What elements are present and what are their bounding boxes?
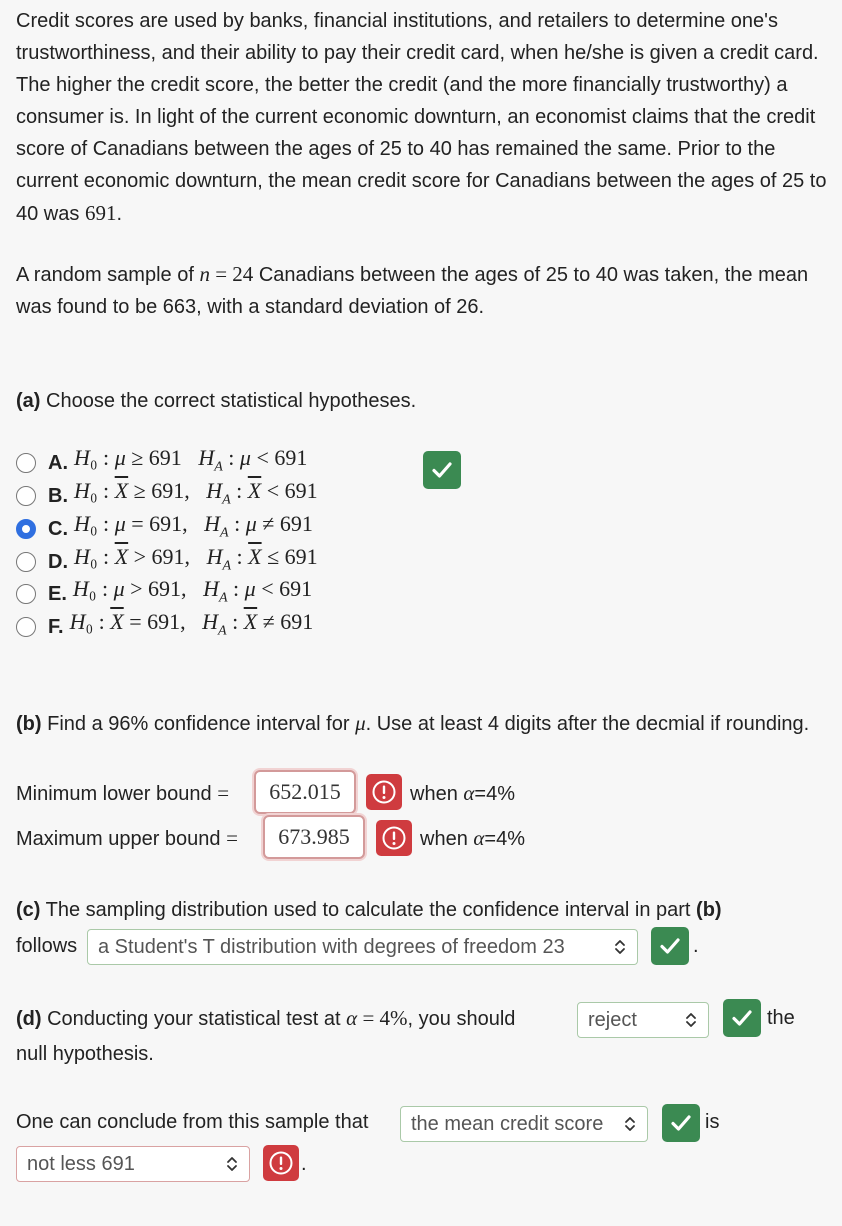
radio-option-d[interactable] [16, 552, 36, 572]
part-b-question [16, 707, 832, 740]
option-e-math: H₀ : μ > 691, $H_A$ : μ < 691 [72, 576, 313, 606]
part-d-alpha-value: = 4% [357, 1006, 408, 1030]
lower-bound-input-box[interactable] [254, 770, 356, 814]
part-a-text: Choose the correct statistical hypotheses. [46, 390, 417, 412]
option-b[interactable] [16, 480, 318, 512]
part-a-key: (a) [16, 390, 41, 412]
conclusion-subject-value: the mean credit score [411, 1113, 604, 1135]
option-a-key: A. [48, 452, 68, 474]
lower-when: when [410, 783, 458, 805]
option-c-math: H₀ : μ = 691, $H_A$ : μ ≠ 691 [74, 511, 313, 541]
the-label: the [767, 1007, 795, 1029]
option-e-key: E. [48, 583, 67, 605]
select-chevron-icon [623, 1114, 637, 1134]
part-c-ref-key: (b) [696, 899, 722, 921]
part-d-text-a: Conducting your statistical test at [47, 1008, 341, 1030]
upper-alpha-value: =4% [484, 828, 525, 850]
n-symbol: n [199, 262, 210, 286]
option-f-key: F. [48, 616, 64, 638]
lower-bound-text: Minimum lower bound [16, 783, 212, 805]
option-b-math: H₀ : $\overline{X} \ge 691$, $H_A$ : $\overline{X} < 691$ [74, 478, 318, 508]
radio-option-a[interactable] [16, 453, 36, 473]
part-d-key: (d) [16, 1008, 42, 1030]
intro-paragraph: Credit scores are used by banks, financial institutions, and retailers to determine one's trustworthiness, and their ability to pay their credit card, when he/she is given a credit card. The higher the credit score, the better the credit (and the more financially trustworthy) a consumer is. In light of the current economic downturn, an economist claims that the credit score of Canadians between the ages of 25 to 40 has remained the same. Prior to the current economic downturn, the mean credit score for Canadians between the ages of 25 to 40 was 691. [16, 10, 827, 225]
upper-bound-label [16, 822, 238, 855]
option-f[interactable] [16, 611, 313, 643]
part-b-key: (b) [16, 713, 42, 735]
conclude-label: One can conclude from this sample that [16, 1111, 369, 1133]
mu-symbol: μ [355, 711, 366, 735]
decision-select-value: reject [588, 1009, 637, 1031]
intro-text: Credit scores are used by banks, financial institutions, and retailers to determine one's trustworthiness, and their ability to pay their credit card, when he/she is given a credit card. The higher the credit score, the better the credit (and the more financially trustworthy) a consumer is. In light of the current economic downturn, an economist claims that the credit score of Canadians between the ages of 25 to 40 has remained the same. Prior to the current economic downturn, the mean credit score for Canadians between the ages of 25 to 40 was [16, 10, 827, 225]
upper-equals: = [226, 826, 238, 850]
null-hypothesis-label: null hypothesis. [16, 1043, 154, 1065]
upper-bound-alert-icon [376, 820, 412, 856]
prior-mean-value: 691 [84, 201, 117, 225]
option-a-math: H₀ : μ ≥ 691 $H_A$ : μ < 691 [74, 445, 308, 475]
lower-alpha-note [410, 777, 515, 810]
part-d-question [16, 1002, 515, 1035]
part-d-alpha-symbol: α [346, 1006, 358, 1030]
option-c-key: C. [48, 518, 68, 540]
part-c-text: The sampling distribution used to calculate the confidence interval in part [45, 899, 691, 921]
sample-text-b: Canadians between the ages of 25 to 40 was taken, the mean was found to be 663, with a standard deviation of 26. [16, 264, 809, 318]
upper-when: when [420, 828, 468, 850]
lower-alpha-value: =4% [474, 783, 515, 805]
option-d-math: H₀ : $\overline{X} > 691$, $H_A$ : $\overline{X} \le 691$ [74, 544, 318, 574]
follows-label: follows [16, 935, 78, 957]
option-d-key: D. [48, 551, 68, 573]
radio-option-b[interactable] [16, 486, 36, 506]
option-a[interactable] [16, 447, 307, 479]
radio-option-e[interactable] [16, 584, 36, 604]
option-b-key: B. [48, 485, 68, 507]
option-e[interactable] [16, 578, 312, 610]
n-value: = 24 [209, 262, 254, 286]
upper-bound-input-box[interactable] [263, 815, 365, 859]
upper-bound-text: Maximum upper bound [16, 828, 221, 850]
part-b-text-a: Find a 96% confidence interval for [47, 713, 350, 735]
conclusion-comparison-value: not less 691 [27, 1153, 135, 1175]
is-label: is [705, 1111, 720, 1133]
distribution-select-value: a Student's T distribution with degrees of freedom 23 [98, 936, 565, 958]
option-f-math: H₀ : $\overline{X} = 691$, $H_A$ : $\overline{X} \ne 691$ [69, 609, 314, 639]
part-c-key: (c) [16, 899, 41, 921]
conclusion-check-icon [662, 1104, 700, 1142]
radio-option-f[interactable] [16, 617, 36, 637]
select-chevron-icon [613, 937, 627, 957]
lower-alpha-symbol: α [463, 781, 475, 805]
upper-bound-input[interactable] [265, 817, 363, 857]
sample-paragraph [16, 258, 832, 323]
distribution-select[interactable] [87, 929, 638, 965]
select-chevron-icon [684, 1010, 698, 1030]
radio-option-c[interactable] [16, 519, 36, 539]
conclusion-alert-icon [263, 1145, 299, 1181]
lower-bound-alert-icon [366, 774, 402, 810]
upper-alpha-note [420, 822, 525, 855]
part-a-question [16, 385, 832, 417]
lower-equals: = [217, 781, 230, 805]
lower-bound-label [16, 777, 229, 810]
upper-alpha-symbol: α [473, 826, 485, 850]
part-c-period: . [693, 935, 699, 957]
part-d-check-icon [723, 999, 761, 1037]
option-c[interactable] [16, 513, 313, 545]
sample-text-a: A random sample of [16, 264, 194, 286]
part-c-check-icon [651, 927, 689, 965]
part-c-question [16, 894, 722, 926]
final-period: . [301, 1153, 307, 1175]
conclusion-comparison-select[interactable] [16, 1146, 250, 1182]
part-b-text-b: . Use at least 4 digits after the decmial if rounding. [365, 713, 810, 735]
part-a-check-icon [423, 451, 461, 489]
decision-select[interactable] [577, 1002, 709, 1038]
select-chevron-icon [225, 1154, 239, 1174]
part-d-text-b: , you should [407, 1008, 516, 1030]
conclusion-subject-select[interactable] [400, 1106, 648, 1142]
lower-bound-input[interactable] [256, 772, 354, 812]
